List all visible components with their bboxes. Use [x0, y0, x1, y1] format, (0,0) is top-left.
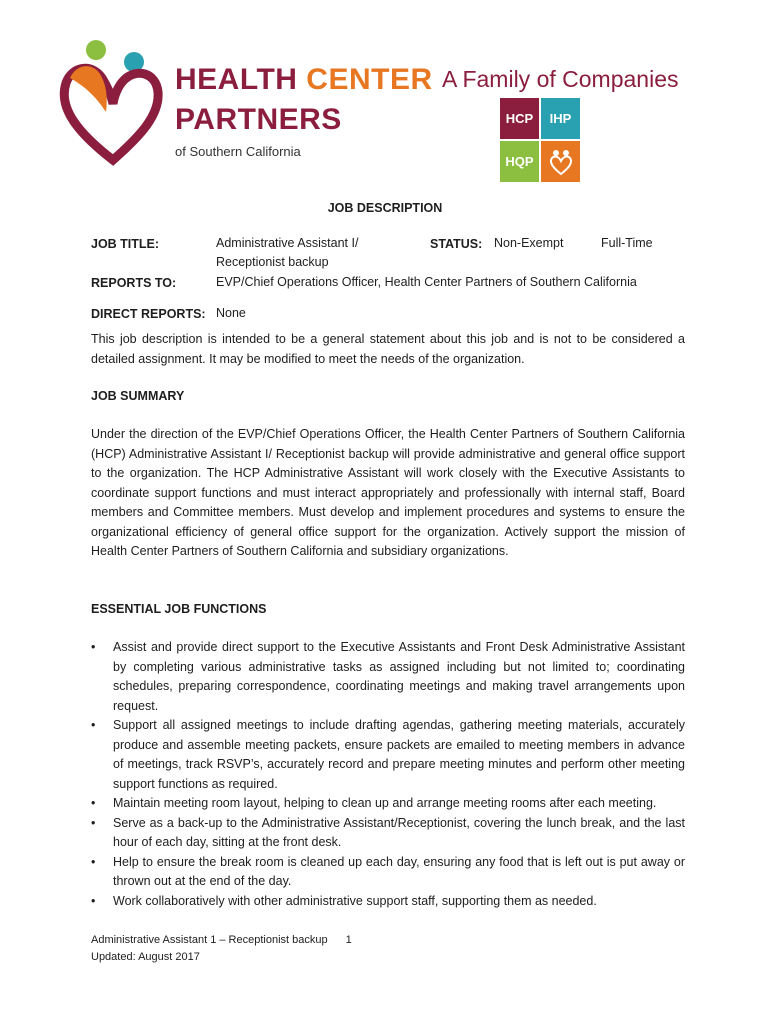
status-label: STATUS:	[430, 237, 483, 251]
list-item-text: Assist and provide direct support to the Executive Assistants and Front Desk Administrative Assistant by completing various administrative tasks as assigned including but not limited to; coordinating schedules, preparing correspondence, coordinating meetings and making travel arrangements upon request.	[113, 640, 685, 713]
logo-wordmark-line3: of Southern California	[175, 144, 301, 159]
tile-ihp: IHP	[541, 98, 580, 139]
status-value: Non-Exempt	[494, 236, 564, 250]
list-item	[91, 638, 685, 716]
bullet-icon: •	[91, 796, 96, 810]
document-title: JOB DESCRIPTION	[327, 201, 443, 215]
job-title-label: JOB TITLE:	[91, 237, 160, 251]
logo-word-center: CENTER	[306, 63, 433, 96]
page-footer	[91, 932, 352, 966]
list-item	[91, 853, 685, 892]
list-item-text: Work collaboratively with other administrative support staff, supporting them as needed.	[113, 893, 597, 908]
direct-reports-value: None	[216, 306, 246, 320]
bullet-icon: •	[91, 815, 96, 830]
bullet-icon: •	[91, 854, 96, 869]
bullet-icon: •	[91, 640, 96, 654]
tile-family-icon	[541, 141, 580, 182]
footer-updated: Updated: August 2017	[91, 951, 200, 963]
list-item-text: Support all assigned meetings to include drafting agendas, gathering meeting materials, accurately produce and assemble meeting packets, ensure packets are emailed to meeting members in advance of meetings, track RSVP’s, accurately record and prepare meeting minutes and perform other meeting support functions as required.	[113, 718, 685, 791]
status-time: Full-Time	[601, 236, 653, 250]
logo-wordmark-line1	[175, 64, 433, 96]
reports-to-label: REPORTS TO:	[91, 276, 177, 290]
footer-doc-name: Administrative Assistant 1 – Receptionist backup	[91, 934, 328, 946]
direct-reports-label: DIRECT REPORTS:	[91, 307, 206, 321]
list-item-text: Serve as a back-up to the Administrative Assistant/Receptionist, covering the lunch break, and the last hour of each day, sitting at the front desk.	[113, 815, 685, 849]
footer-page-number: 1	[345, 934, 352, 946]
hcp-heart-logo-icon	[58, 38, 168, 168]
job-title-line2: Receptionist backup	[216, 255, 329, 269]
reports-to-value: EVP/Chief Operations Officer, Health Center Partners of Southern California	[216, 275, 637, 289]
list-item	[91, 716, 685, 794]
bullet-icon: •	[91, 718, 96, 732]
family-figures-icon	[546, 147, 576, 177]
job-title-line1: Administrative Assistant I/	[216, 236, 359, 250]
bullet-icon: •	[91, 893, 96, 908]
essential-functions-list	[91, 638, 685, 911]
list-item	[91, 814, 685, 853]
logo-word-health: HEALTH	[175, 63, 298, 96]
family-tagline: A Family of Companies	[442, 66, 679, 92]
tile-hcp: HCP	[500, 98, 539, 139]
intro-paragraph: This job description is intended to be a general statement about this job and is not to be considered a detailed assignment. It may be modified to meet the needs of the organization.	[91, 332, 685, 366]
list-item	[91, 794, 685, 814]
essential-functions-heading: ESSENTIAL JOB FUNCTIONS	[91, 602, 267, 616]
job-summary-paragraph: Under the direction of the EVP/Chief Operations Officer, the Health Center Partners of Southern California (HCP) Administrative Assistant I/ Receptionist backup will provide administrative and general office support to the organization. The HCP Administrative Assistant will work closely with the Executive Assistants to coordinate support functions and must interact appropriately and professionally with internal staff, Board members and Committee members. Must develop and implement procedures and systems to ensure the organizational efficiency of general office support for the organization. Actively support the mission of Health Center Partners of Southern California and subsidiary organizations.	[91, 427, 685, 558]
job-summary-heading: JOB SUMMARY	[91, 389, 185, 403]
list-item-text: Help to ensure the break room is cleaned up each day, ensuring any food that is left out is put away or thrown out at the end of the day.	[113, 854, 685, 888]
company-tiles	[500, 98, 580, 182]
footer-line1	[91, 932, 352, 949]
list-item	[91, 892, 685, 912]
tile-hqp: HQP	[500, 141, 539, 182]
list-item-text: Maintain meeting room layout, helping to clean up and arrange meeting rooms after each meeting.	[113, 796, 657, 810]
logo-wordmark-line2: PARTNERS	[175, 103, 342, 136]
